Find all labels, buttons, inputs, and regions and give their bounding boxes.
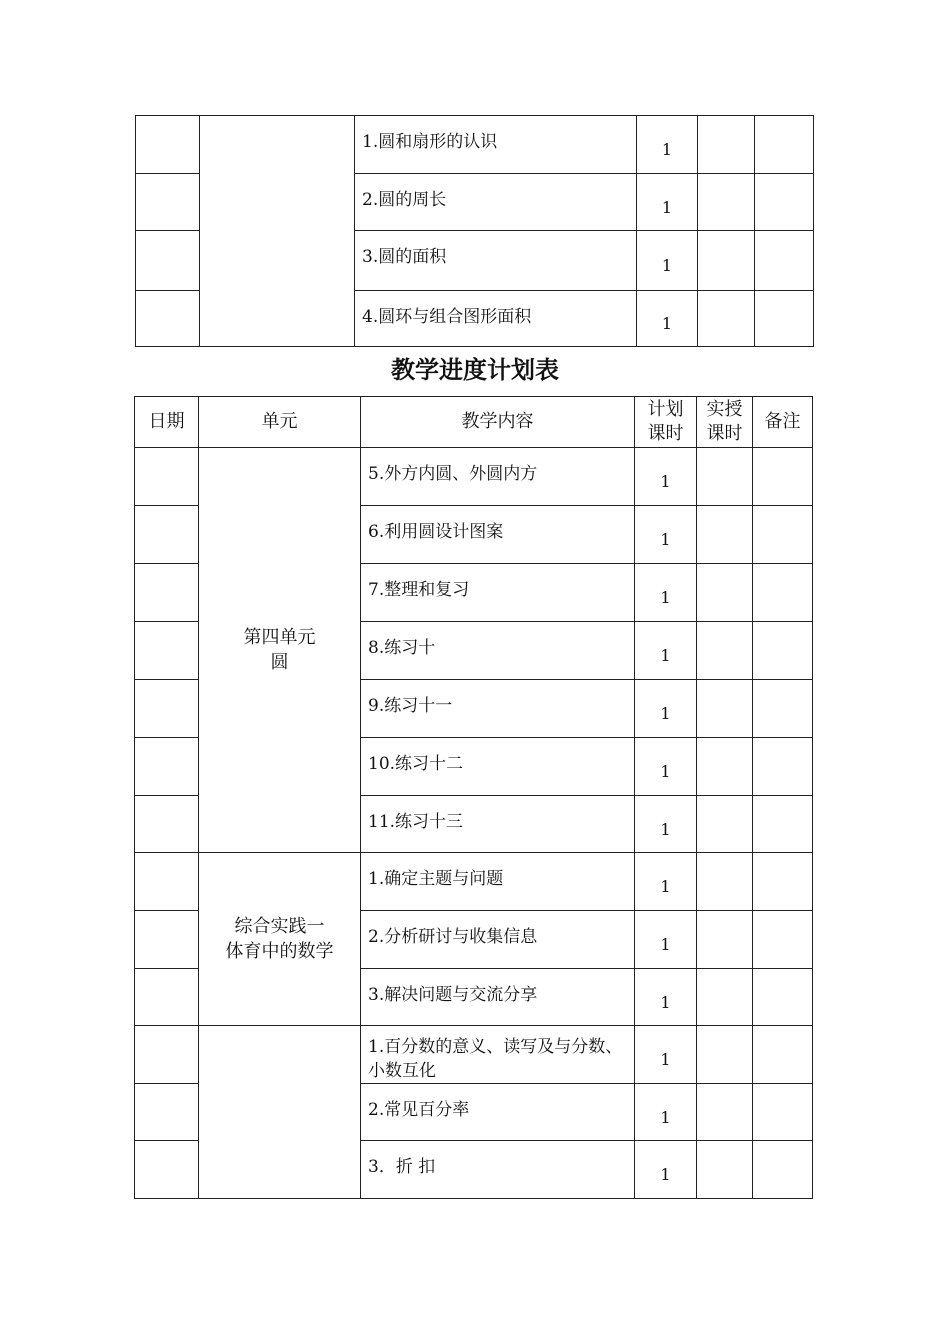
notes-cell: [753, 506, 813, 564]
date-cell: [136, 116, 200, 174]
content-cell: 3.圆的面积: [355, 231, 637, 291]
date-cell: [135, 853, 199, 911]
notes-cell: [753, 1141, 813, 1199]
header-unit: 单元: [199, 397, 361, 448]
date-cell: [135, 969, 199, 1026]
content-cell: 5.外方内圆、外圆内方: [361, 448, 635, 506]
actual-hours-cell: [697, 853, 753, 911]
content-cell: 1.确定主题与问题: [361, 853, 635, 911]
notes-cell: [753, 622, 813, 680]
actual-hours-cell: [697, 1084, 753, 1141]
actual-hours-cell: [697, 680, 753, 738]
actual-hours-cell: [697, 969, 753, 1026]
notes-cell: [753, 1026, 813, 1084]
unit-cell: [199, 1026, 361, 1199]
date-cell: [135, 1084, 199, 1141]
header-content: 教学内容: [361, 397, 635, 448]
header-date: 日期: [135, 397, 199, 448]
actual-hours-cell: [697, 738, 753, 796]
date-cell: [135, 911, 199, 969]
planned-hours-cell: 1: [635, 506, 697, 564]
notes-cell: [753, 969, 813, 1026]
content-cell: 1.圆和扇形的认识: [355, 116, 637, 174]
notes-cell: [753, 564, 813, 622]
actual-hours-cell: [697, 506, 753, 564]
notes-cell: [753, 853, 813, 911]
schedule-table: [134, 396, 813, 1199]
actual-hours-cell: [697, 911, 753, 969]
date-cell: [136, 174, 200, 231]
content-cell: 2.常见百分率: [361, 1084, 635, 1141]
date-cell: [135, 448, 199, 506]
unit-cell: [200, 116, 355, 347]
planned-hours-cell: 1: [635, 853, 697, 911]
planned-hours-cell: 1: [635, 1026, 697, 1084]
date-cell: [135, 506, 199, 564]
planned-hours-cell: 1: [635, 564, 697, 622]
content-cell: 8.练习十: [361, 622, 635, 680]
planned-hours-cell: 1: [635, 738, 697, 796]
content-cell: 6.利用圆设计图案: [361, 506, 635, 564]
content-cell: 2.分析研讨与收集信息: [361, 911, 635, 969]
date-cell: [135, 796, 199, 853]
notes-cell: [753, 796, 813, 853]
planned-hours-cell: 1: [635, 911, 697, 969]
content-cell: 4.圆环与组合图形面积: [355, 291, 637, 347]
actual-hours-cell: [698, 116, 755, 174]
header-actual-hours: 实授 课时: [697, 397, 753, 448]
planned-hours-cell: 1: [637, 291, 698, 347]
content-cell: 3．折 扣: [361, 1141, 635, 1199]
actual-hours-cell: [697, 622, 753, 680]
actual-hours-cell: [698, 231, 755, 291]
content-cell: 9.练习十一: [361, 680, 635, 738]
notes-cell: [753, 911, 813, 969]
date-cell: [135, 738, 199, 796]
planned-hours-cell: 1: [637, 231, 698, 291]
planned-hours-cell: 1: [637, 116, 698, 174]
date-cell: [135, 1141, 199, 1199]
header-row: [135, 397, 813, 448]
planned-hours-cell: 1: [635, 622, 697, 680]
notes-cell: [755, 174, 814, 231]
notes-cell: [753, 1084, 813, 1141]
planned-hours-cell: 1: [635, 969, 697, 1026]
notes-cell: [753, 738, 813, 796]
header-planned-hours: 计划 课时: [635, 397, 697, 448]
actual-hours-cell: [697, 1026, 753, 1084]
content-cell: 10.练习十二: [361, 738, 635, 796]
table-row: [135, 448, 813, 506]
header-notes: 备注: [753, 397, 813, 448]
notes-cell: [755, 291, 814, 347]
planned-hours-cell: 1: [635, 1141, 697, 1199]
planned-hours-cell: 1: [635, 680, 697, 738]
content-cell: 3.解决问题与交流分享: [361, 969, 635, 1026]
date-cell: [135, 622, 199, 680]
planned-hours-cell: 1: [637, 174, 698, 231]
content-cell: 11.练习十三: [361, 796, 635, 853]
content-cell: 2.圆的周长: [355, 174, 637, 231]
notes-cell: [755, 231, 814, 291]
actual-hours-cell: [697, 796, 753, 853]
unit-cell: 综合实践一 体育中的数学: [199, 853, 361, 1026]
actual-hours-cell: [697, 448, 753, 506]
notes-cell: [753, 448, 813, 506]
date-cell: [135, 1026, 199, 1084]
planned-hours-cell: 1: [635, 448, 697, 506]
planned-hours-cell: 1: [635, 1084, 697, 1141]
content-cell: 1.百分数的意义、读写及与分数、小数互化: [361, 1026, 635, 1084]
planned-hours-cell: 1: [635, 796, 697, 853]
date-cell: [136, 291, 200, 347]
actual-hours-cell: [698, 291, 755, 347]
unit-cell: 第四单元 圆: [199, 448, 361, 853]
table-row: [135, 853, 813, 911]
notes-cell: [755, 116, 814, 174]
table-row: [135, 1026, 813, 1084]
page-title: 教学进度计划表: [391, 356, 559, 384]
date-cell: [135, 680, 199, 738]
date-cell: [135, 564, 199, 622]
table-row: [136, 116, 814, 174]
actual-hours-cell: [697, 1141, 753, 1199]
actual-hours-cell: [697, 564, 753, 622]
date-cell: [136, 231, 200, 291]
top-continuation-table: [135, 115, 814, 347]
content-cell: 7.整理和复习: [361, 564, 635, 622]
notes-cell: [753, 680, 813, 738]
actual-hours-cell: [698, 174, 755, 231]
